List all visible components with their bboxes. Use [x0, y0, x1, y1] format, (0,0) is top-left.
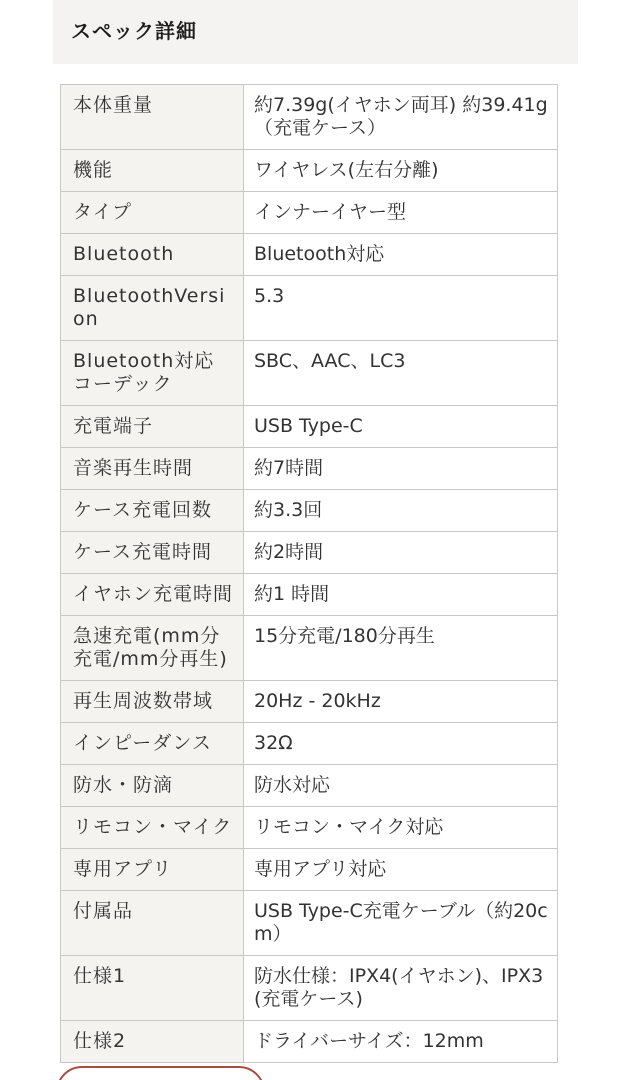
- spec-label: 本体重量: [61, 85, 244, 150]
- spec-row: [61, 341, 558, 406]
- spec-label: 仕様1: [61, 956, 244, 1021]
- spec-value: インナーイヤー型: [244, 192, 558, 234]
- spec-value: SBC、AAC、LC3: [244, 341, 558, 406]
- spec-value: ワイヤレス(左右分離): [244, 150, 558, 192]
- spec-row: [61, 723, 558, 765]
- spec-label: 仕様2: [61, 1021, 244, 1063]
- spec-row: [61, 681, 558, 723]
- spec-value: 約7.39g(イヤホン両耳) 約39.41g（充電ケース）: [244, 85, 558, 150]
- spec-label: 充電端子: [61, 406, 244, 448]
- spec-row: [61, 532, 558, 574]
- spec-label: タイプ: [61, 192, 244, 234]
- spec-table-body: [61, 85, 558, 1063]
- spec-value: 15分充電/180分再生: [244, 616, 558, 681]
- spec-label: 付属品: [61, 891, 244, 956]
- spec-label: ケース充電時間: [61, 532, 244, 574]
- spec-value: 約3.3回: [244, 490, 558, 532]
- spec-row: [61, 150, 558, 192]
- spec-value: ドライバーサイズ：12mm: [244, 1021, 558, 1063]
- spec-label: Bluetooth対応コーデック: [61, 341, 244, 406]
- spec-row: [61, 85, 558, 150]
- spec-value: 防水対応: [244, 765, 558, 807]
- spec-row: [61, 807, 558, 849]
- spec-value: 専用アプリ対応: [244, 849, 558, 891]
- spec-value: USB Type-C充電ケーブル（約20cm）: [244, 891, 558, 956]
- spec-row: [61, 192, 558, 234]
- spec-row: [61, 406, 558, 448]
- spec-value: 防水仕様：IPX4(イヤホン)、IPX3(充電ケース): [244, 956, 558, 1021]
- spec-row: [61, 574, 558, 616]
- spec-row: [61, 956, 558, 1021]
- spec-label: 専用アプリ: [61, 849, 244, 891]
- spec-row: [61, 765, 558, 807]
- spec-row: [61, 448, 558, 490]
- spec-row: [61, 234, 558, 276]
- section-title: スペック詳細: [71, 19, 197, 43]
- spec-label: リモコン・マイク: [61, 807, 244, 849]
- spec-label: イヤホン充電時間: [61, 574, 244, 616]
- bottom-action-button[interactable]: [56, 1066, 265, 1080]
- spec-label: 機能: [61, 150, 244, 192]
- spec-value: 20Hz - 20kHz: [244, 681, 558, 723]
- spec-value: 約2時間: [244, 532, 558, 574]
- spec-value: 約7時間: [244, 448, 558, 490]
- spec-value: 5.3: [244, 276, 558, 341]
- spec-row: [61, 1021, 558, 1063]
- spec-label: 防水・防滴: [61, 765, 244, 807]
- spec-row: [61, 490, 558, 532]
- spec-label: 急速充電(mm分充電/mm分再生): [61, 616, 244, 681]
- spec-value: Bluetooth対応: [244, 234, 558, 276]
- spec-label: BluetoothVersion: [61, 276, 244, 341]
- spec-row: [61, 891, 558, 956]
- spec-value: USB Type-C: [244, 406, 558, 448]
- spec-label: ケース充電回数: [61, 490, 244, 532]
- spec-label: 再生周波数帯域: [61, 681, 244, 723]
- spec-row: [61, 849, 558, 891]
- section-header: [53, 0, 578, 64]
- spec-value: リモコン・マイク対応: [244, 807, 558, 849]
- spec-value: 約1 時間: [244, 574, 558, 616]
- spec-table: [60, 84, 558, 1063]
- spec-value: 32Ω: [244, 723, 558, 765]
- spec-label: Bluetooth: [61, 234, 244, 276]
- spec-label: インピーダンス: [61, 723, 244, 765]
- spec-row: [61, 616, 558, 681]
- spec-row: [61, 276, 558, 341]
- spec-label: 音楽再生時間: [61, 448, 244, 490]
